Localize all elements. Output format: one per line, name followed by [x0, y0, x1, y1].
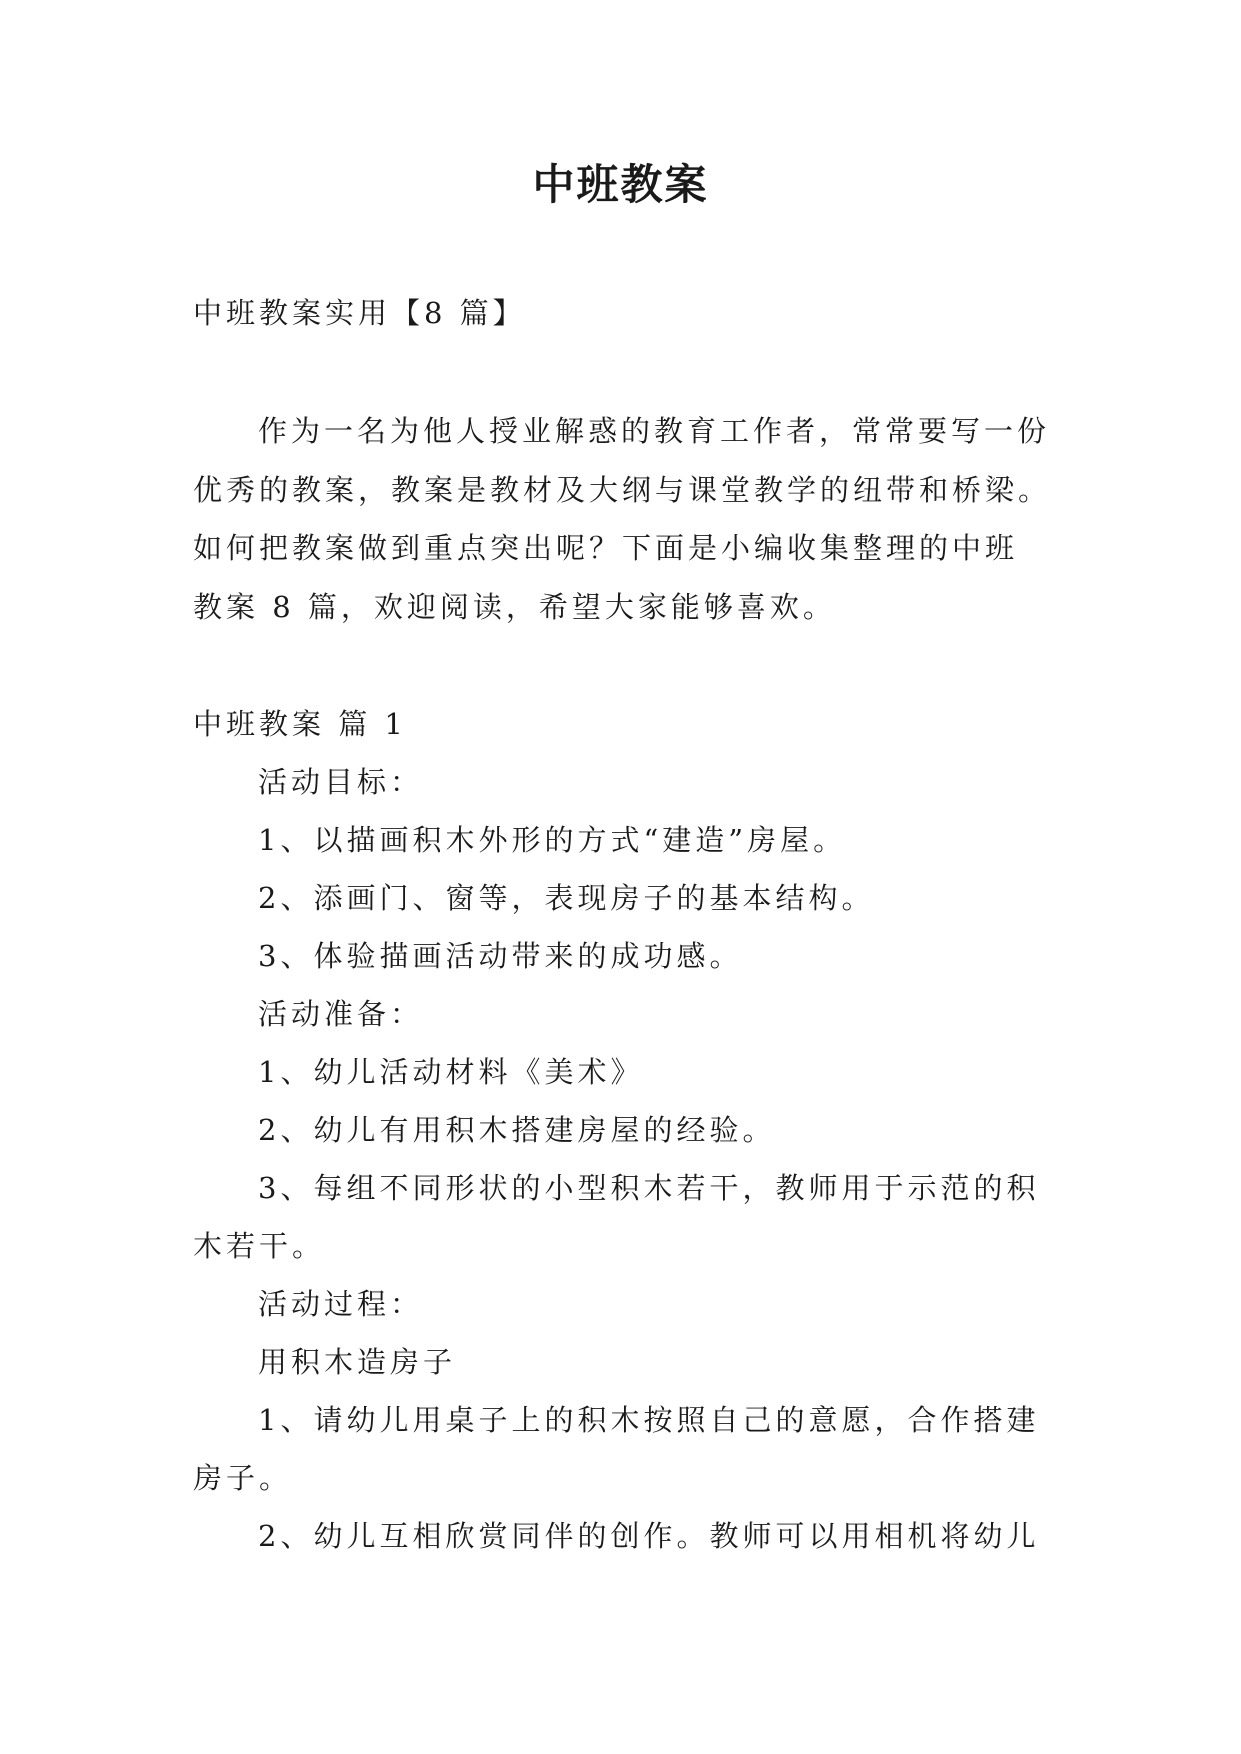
paragraph-line: 活动过程：: [258, 1287, 424, 1322]
paragraph-line: 1、请幼儿用桌子上的积木按照自己的意愿，合作搭建: [258, 1403, 1040, 1438]
paragraph-process-heading: [193, 1275, 1093, 1333]
paragraph-goal-2: [193, 869, 1093, 927]
document-title: 中班教案: [532, 160, 709, 209]
intro-line: 优秀的教案，教案是教材及大纲与课堂教学的纽带和桥梁。: [193, 472, 1052, 507]
paragraph-line: 2、幼儿有用积木搭建房屋的经验。: [258, 1113, 776, 1148]
paragraph-process-1: [193, 1391, 1093, 1507]
paragraph-goals-heading: [193, 753, 1093, 811]
paragraph-line: 2、幼儿互相欣赏同伴的创作。教师可以用相机将幼儿: [258, 1519, 1040, 1554]
paragraph-goal-3: [193, 927, 1093, 985]
intro-line: 作为一名为他人授业解惑的教育工作者，常常要写一份: [258, 414, 1051, 448]
paragraph-preparation-3: [193, 1159, 1093, 1275]
intro-line: 如何把教案做到重点突出呢？下面是小编收集整理的中班: [193, 531, 1019, 566]
paragraph-process-subheading: [193, 1333, 1093, 1391]
intro-line: 教案 8 篇，欢迎阅读，希望大家能够喜欢。: [193, 589, 836, 624]
section-heading: 中班教案 篇 1: [193, 707, 407, 742]
paragraph-goal-1: [193, 811, 1093, 869]
paragraph-line: 活动目标：: [258, 765, 424, 800]
section-1: [193, 695, 1093, 1565]
document-subtitle: 中班教案实用【8 篇】: [193, 296, 526, 330]
paragraph-line: 木若干。: [193, 1229, 326, 1264]
paragraph-preparation-1: [193, 1043, 1093, 1101]
paragraph-preparation-heading: [193, 985, 1093, 1043]
paragraph-preparation-2: [193, 1101, 1093, 1159]
paragraph-process-2: [193, 1507, 1093, 1565]
paragraph-line: 用积木造房子: [258, 1345, 457, 1380]
intro-paragraph: [193, 402, 1093, 636]
paragraph-line: 活动准备：: [258, 997, 424, 1032]
paragraph-line: 2、添画门、窗等，表现房子的基本结构。: [258, 881, 875, 916]
paragraph-line: 3、体验描画活动带来的成功感。: [258, 939, 743, 974]
paragraph-line: 3、每组不同形状的小型积木若干，教师用于示范的积: [258, 1171, 1040, 1206]
paragraph-line: 1、以描画积木外形的方式“建造”房屋。: [258, 823, 847, 858]
document-body: [193, 284, 1093, 1565]
paragraph-line: 1、幼儿活动材料《美术》: [258, 1055, 644, 1090]
paragraph-line: 房子。: [193, 1461, 293, 1496]
